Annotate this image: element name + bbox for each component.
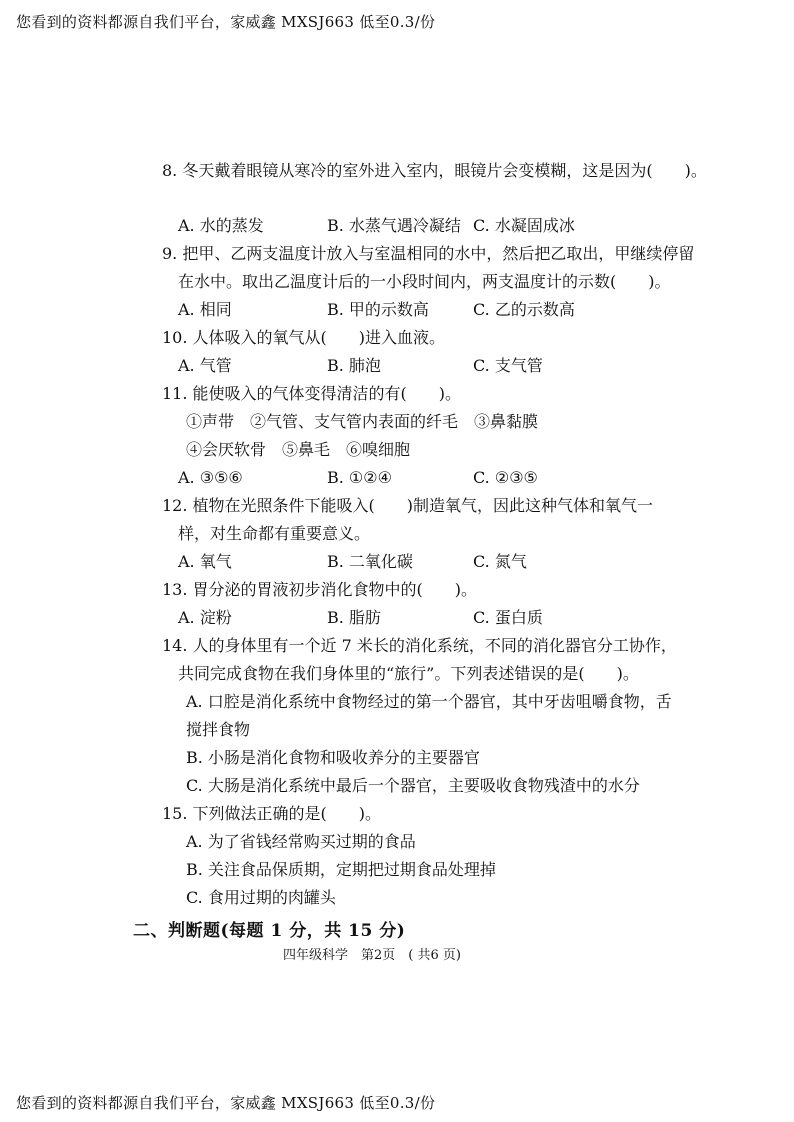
page-footer: 四年级科学 第2页 ( 共6 页) bbox=[283, 948, 461, 963]
question-11-option-b: B. ①②④ bbox=[327, 468, 392, 487]
question-10-stem: 10. 人体吸入的氧气从( )进入血液。 bbox=[162, 328, 446, 347]
question-11-items-1: ①声带 ②气管、支气管内表面的纤毛 ③鼻黏膜 bbox=[186, 412, 539, 431]
question-11-stem: 11. 能使吸入的气体变得清洁的有( )。 bbox=[162, 384, 462, 403]
question-8-stem: 8. 冬天戴着眼镜从寒冷的室外进入室内，眼镜片会变模糊，这是因为( )。 bbox=[162, 161, 707, 180]
question-12-stem: 12. 植物在光照条件下能吸入( )制造氧气，因此这种气体和氧气一 bbox=[162, 496, 654, 515]
question-14-stem-cont: 共同完成食物在我们身体里的“旅行”。下列表述错误的是( )。 bbox=[178, 664, 639, 683]
question-14-stem: 14. 人的身体里有一个近 7 米长的消化系统，不同的消化器官分工协作， bbox=[162, 636, 677, 655]
question-9-stem-cont: 在水中。取出乙温度计后的一小段时间内，两支温度计的示数( )。 bbox=[178, 272, 671, 291]
question-11-items-2: ④会厌软骨 ⑤鼻毛 ⑥嗅细胞 bbox=[186, 440, 411, 459]
question-12-stem-cont: 样，对生命都有重要意义。 bbox=[178, 524, 371, 543]
platform-banner-top: 您看到的资料都源自我们平台，家威鑫 MXSJ663 低至0.3/份 bbox=[16, 13, 436, 31]
question-14-option-a-cont: 搅拌食物 bbox=[186, 720, 251, 739]
section-heading-true-false: 二、判断题(每题 1 分，共 15 分) bbox=[133, 921, 406, 941]
question-15-stem: 15. 下列做法正确的是( )。 bbox=[162, 804, 382, 823]
question-14-option-b: B. 小肠是消化食物和吸收养分的主要器官 bbox=[186, 748, 480, 767]
question-12-option-a: A. 氧气 bbox=[178, 552, 232, 571]
question-13-option-a: A. 淀粉 bbox=[178, 608, 232, 627]
question-13-stem: 13. 胃分泌的胃液初步消化食物中的( )。 bbox=[162, 580, 478, 599]
question-10-option-c: C. 支气管 bbox=[473, 356, 543, 375]
question-12-option-b: B. 二氧化碳 bbox=[327, 552, 413, 571]
question-11-option-c: C. ②③⑤ bbox=[473, 468, 538, 487]
question-15-option-a: A. 为了省钱经常购买过期的食品 bbox=[186, 832, 416, 851]
question-10-option-b: B. 肺泡 bbox=[327, 356, 381, 375]
question-10-option-a: A. 气管 bbox=[178, 356, 232, 375]
question-9-option-a: A. 相同 bbox=[178, 300, 232, 319]
question-9-stem: 9. 把甲、乙两支温度计放入与室温相同的水中，然后把乙取出，甲继续停留 bbox=[162, 244, 695, 263]
question-14-option-c: C. 大肠是消化系统中最后一个器官，主要吸收食物残渣中的水分 bbox=[186, 776, 640, 795]
question-15-option-c: C. 食用过期的肉罐头 bbox=[186, 888, 336, 907]
question-14-option-a: A. 口腔是消化系统中食物经过的第一个器官，其中牙齿咀嚼食物，舌 bbox=[186, 692, 672, 711]
question-9-option-c: C. 乙的示数高 bbox=[473, 300, 575, 319]
question-8-option-c: C. 水凝固成冰 bbox=[473, 216, 575, 235]
question-8-option-b: B. 水蒸气遇冷凝结 bbox=[327, 216, 461, 235]
question-11-option-a: A. ③⑤⑥ bbox=[178, 468, 243, 487]
question-13-option-c: C. 蛋白质 bbox=[473, 608, 543, 627]
question-15-option-b: B. 关注食品保质期，定期把过期食品处理掉 bbox=[186, 860, 496, 879]
question-9-option-b: B. 甲的示数高 bbox=[327, 300, 429, 319]
question-12-option-c: C. 氮气 bbox=[473, 552, 527, 571]
question-8-option-a: A. 水的蒸发 bbox=[178, 216, 264, 235]
platform-banner-bottom: 您看到的资料都源自我们平台，家威鑫 MXSJ663 低至0.3/份 bbox=[16, 1094, 436, 1112]
question-13-option-b: B. 脂肪 bbox=[327, 608, 381, 627]
